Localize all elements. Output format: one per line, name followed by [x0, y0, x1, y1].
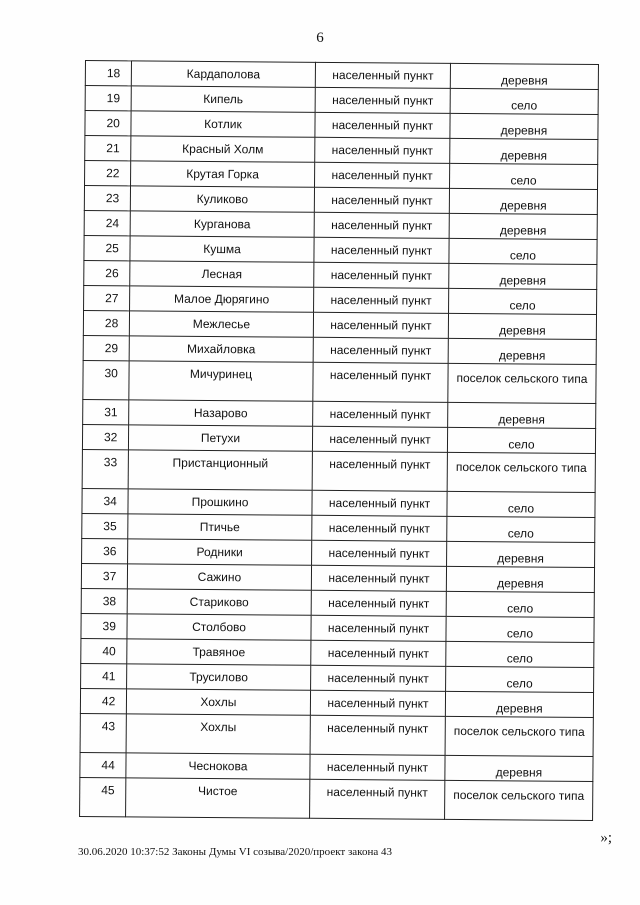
settlement-kind: населенный пункт — [326, 784, 428, 800]
row-number: 39 — [102, 619, 116, 634]
settlement-name-cell — [127, 639, 311, 665]
settlement-kind-cell — [310, 715, 445, 755]
table-row — [83, 360, 596, 403]
settlement-type-cell — [445, 755, 593, 781]
settlement-type: деревня — [498, 348, 546, 363]
settlement-kind-cell — [312, 490, 447, 516]
row-number-cell — [85, 136, 131, 161]
settlement-name-cell — [128, 489, 312, 515]
settlement-kind-cell — [311, 615, 446, 641]
settlement-kind-cell — [314, 237, 449, 263]
row-number: 41 — [102, 669, 116, 684]
row-number: 23 — [105, 191, 120, 206]
row-number-cell — [85, 86, 131, 111]
settlement-type: поселок сельского типа — [453, 787, 585, 803]
row-number: 25 — [105, 241, 119, 256]
settlement-name-cell — [130, 236, 314, 262]
row-number-cell — [81, 663, 127, 688]
row-number-cell — [83, 360, 129, 399]
settlement-type-cell — [446, 641, 594, 667]
settlement-type: деревня — [497, 551, 544, 566]
settlement-type: село — [508, 437, 535, 452]
settlement-type: поселок сельского типа — [455, 459, 587, 475]
row-number-cell — [80, 713, 126, 752]
row-number: 26 — [105, 266, 119, 281]
row-number-cell — [84, 260, 130, 285]
row-number-cell — [83, 310, 129, 335]
settlement-kind-cell — [313, 401, 448, 427]
row-number: 21 — [106, 141, 120, 156]
settlement-type: деревня — [500, 123, 548, 138]
settlement-name-cell — [128, 450, 312, 490]
settlement-type: село — [509, 298, 536, 313]
settlement-type: село — [510, 173, 537, 188]
settlements-table — [79, 60, 599, 821]
row-number: 35 — [103, 519, 117, 534]
row-number: 20 — [106, 116, 120, 131]
settlement-type: село — [511, 98, 538, 113]
settlement-kind: населенный пункт — [330, 342, 432, 358]
table-row — [80, 713, 593, 756]
row-number: 42 — [101, 694, 116, 709]
settlement-kind-cell — [314, 187, 449, 213]
settlement-type-cell — [447, 427, 595, 453]
settlement-kind-cell — [315, 87, 450, 113]
row-number-cell — [83, 399, 129, 424]
row-number-cell — [82, 488, 128, 513]
row-number-cell — [80, 752, 126, 777]
footer-note: 30.06.2020 10:37:52 Законы Думы VI созыва/2020/проект закона 43 — [78, 846, 392, 858]
settlement-kind-cell — [312, 426, 447, 452]
settlement-name: Лесная — [201, 266, 243, 282]
row-number: 34 — [103, 494, 117, 509]
settlement-kind: населенный пункт — [326, 759, 429, 775]
settlement-kind-cell — [313, 337, 448, 363]
settlement-name: Столбово — [192, 619, 247, 635]
row-number-cell — [80, 777, 126, 816]
settlement-type: деревня — [499, 323, 546, 338]
settlement-name-cell — [129, 361, 313, 401]
row-number-cell — [84, 285, 130, 310]
settlement-name-cell — [128, 514, 312, 540]
settlement-kind-cell — [315, 62, 450, 88]
settlement-name: Малое Дюрягино — [173, 291, 270, 307]
settlement-kind-cell — [315, 162, 450, 188]
row-number: 33 — [103, 455, 118, 470]
settlement-name-cell — [127, 589, 311, 615]
settlement-name: Красный Холм — [182, 141, 264, 157]
settlement-kind: населенный пункт — [330, 267, 432, 283]
settlement-kind-cell — [310, 690, 445, 716]
settlement-kind: населенный пункт — [331, 117, 434, 133]
settlement-kind: населенный пункт — [331, 217, 433, 233]
settlement-kind-cell — [313, 362, 448, 402]
settlement-name-cell — [126, 714, 310, 754]
settlement-type-cell — [446, 591, 594, 617]
settlement-type: село — [506, 676, 533, 691]
settlement-name-cell — [130, 286, 314, 312]
settlement-name: Крутая Горка — [186, 166, 259, 182]
settlement-type-cell — [448, 313, 596, 339]
settlement-kind-cell — [311, 640, 446, 666]
settlement-type: деревня — [495, 765, 543, 780]
settlement-kind: населенный пункт — [328, 520, 430, 536]
settlement-type-cell — [448, 402, 596, 428]
settlement-kind-cell — [313, 312, 448, 338]
table-row — [82, 449, 595, 492]
settlement-type: село — [509, 248, 537, 263]
settlement-name-cell — [126, 778, 310, 818]
settlement-kind: населенный пункт — [328, 595, 430, 611]
row-number: 24 — [105, 216, 120, 231]
row-number: 38 — [102, 594, 117, 609]
settlement-kind-cell — [311, 665, 446, 691]
settlement-kind: населенный пункт — [327, 645, 429, 661]
settlement-name: Котлик — [204, 116, 242, 132]
settlement-kind-cell — [311, 565, 446, 591]
settlement-name-cell — [130, 211, 314, 237]
settlement-kind: населенный пункт — [331, 192, 433, 208]
settlement-type-cell — [449, 188, 597, 214]
settlement-type-cell — [448, 363, 596, 403]
settlement-name: Чистое — [197, 783, 238, 799]
settlement-name-cell — [126, 689, 310, 715]
settlement-type-cell — [445, 691, 593, 717]
settlement-type: деревня — [500, 198, 547, 213]
row-number: 22 — [106, 166, 120, 181]
settlement-name: Хохлы — [200, 694, 237, 710]
settlement-kind: населенный пункт — [332, 67, 434, 83]
settlement-name: Пристанционный — [172, 455, 269, 471]
row-number-cell — [81, 563, 127, 588]
settlement-kind-cell — [312, 515, 447, 541]
settlement-name-cell — [130, 186, 314, 212]
settlement-kind: населенный пункт — [329, 456, 431, 472]
settlement-kind-cell — [312, 540, 447, 566]
row-number-cell — [83, 335, 129, 360]
row-number: 44 — [101, 758, 115, 773]
settlement-name: Мичуринец — [189, 366, 253, 382]
row-number: 36 — [103, 544, 117, 559]
settlement-type-cell — [450, 163, 598, 189]
row-number-cell — [84, 235, 130, 260]
row-number: 31 — [104, 405, 118, 420]
settlement-name-cell — [131, 161, 315, 187]
settlement-name: Прошкино — [191, 494, 249, 510]
settlement-type-cell — [446, 566, 594, 592]
row-number-cell — [85, 61, 131, 86]
settlement-name-cell — [131, 61, 315, 87]
settlement-kind: населенный пункт — [327, 695, 429, 711]
row-number-cell — [82, 538, 128, 563]
settlement-name-cell — [129, 311, 313, 337]
settlement-type: деревня — [496, 701, 543, 716]
settlement-kind: населенный пункт — [329, 406, 431, 422]
row-number: 28 — [104, 316, 119, 331]
row-number: 32 — [103, 430, 118, 445]
settlement-kind-cell — [314, 212, 449, 238]
settlement-type-cell — [445, 780, 593, 820]
settlement-type: деревня — [498, 412, 546, 427]
settlement-type-cell — [445, 716, 593, 756]
settlement-name: Куликово — [196, 191, 249, 207]
settlement-kind: населенный пункт — [332, 92, 434, 108]
row-number-cell — [81, 588, 127, 613]
settlement-kind-cell — [315, 137, 450, 163]
settlement-name: Сажино — [197, 569, 242, 585]
row-number: 37 — [102, 569, 117, 584]
settlement-type-cell — [449, 213, 597, 239]
settlement-name-cell — [127, 564, 311, 590]
settlement-kind-cell — [314, 262, 449, 288]
settlement-type: деревня — [501, 73, 548, 88]
settlement-name: Чеснокова — [188, 758, 248, 774]
settlement-name: Птичье — [199, 519, 240, 535]
settlement-type-cell — [450, 138, 598, 164]
settlement-name: Назарово — [193, 405, 248, 421]
row-number-cell — [81, 613, 127, 638]
settlement-name-cell — [131, 86, 315, 112]
settlement-name: Кардаполова — [186, 66, 261, 82]
settlement-type-cell — [450, 63, 598, 89]
settlement-kind: населенный пункт — [330, 242, 433, 258]
settlement-name: Родники — [196, 544, 243, 560]
settlement-type: село — [506, 626, 534, 641]
settlement-type: село — [507, 601, 534, 616]
closing-quote: »; — [600, 830, 612, 846]
settlement-type: деревня — [499, 273, 547, 288]
settlement-name: Курганова — [193, 216, 251, 232]
settlement-kind: населенный пункт — [328, 570, 430, 586]
row-number-cell — [82, 424, 128, 449]
page-number: 6 — [316, 30, 324, 46]
settlement-name-cell — [128, 425, 312, 451]
settlement-type-cell — [446, 616, 594, 642]
settlement-name-cell — [129, 336, 313, 362]
row-number-cell — [80, 688, 126, 713]
settlement-name-cell — [131, 136, 315, 162]
settlement-name-cell — [128, 539, 312, 565]
table-row — [80, 777, 593, 820]
row-number-cell — [82, 513, 128, 538]
settlement-name-cell — [127, 664, 311, 690]
settlement-kind-cell — [310, 754, 445, 780]
settlement-type-cell — [448, 338, 596, 364]
settlement-type: поселок сельского типа — [453, 723, 585, 739]
settlement-name: Кушма — [203, 241, 241, 257]
settlement-type-cell — [450, 88, 598, 114]
row-number: 18 — [106, 66, 121, 81]
settlement-kind: населенный пункт — [331, 142, 433, 158]
settlement-kind-cell — [312, 451, 447, 491]
settlement-name: Трусилово — [189, 669, 248, 685]
settlement-name: Хохлы — [200, 719, 237, 735]
settlement-name-cell — [126, 753, 310, 779]
settlement-name: Михайловка — [187, 341, 256, 357]
settlement-type: деревня — [500, 148, 548, 163]
row-number-cell — [85, 161, 131, 186]
settlement-type-cell — [447, 491, 595, 517]
row-number: 40 — [102, 644, 116, 659]
settlement-name: Травяное — [192, 644, 246, 660]
settlement-type-cell — [447, 516, 595, 542]
settlement-type-cell — [449, 263, 597, 289]
settlement-type: деревня — [499, 223, 547, 238]
row-number: 45 — [101, 783, 115, 798]
settlement-name: Кипель — [203, 91, 244, 107]
settlement-kind: населенный пункт — [330, 317, 432, 333]
row-number: 19 — [106, 91, 121, 106]
settlement-kind: населенный пункт — [331, 167, 433, 183]
row-number-cell — [84, 186, 130, 211]
settlement-type: поселок сельского типа — [456, 370, 588, 386]
settlement-type-cell — [447, 452, 595, 492]
settlement-kind: населенный пункт — [327, 620, 430, 636]
row-number-cell — [85, 111, 131, 136]
settlement-kind: населенный пункт — [329, 431, 431, 447]
settlement-name-cell — [130, 261, 314, 287]
row-number: 43 — [101, 719, 116, 734]
settlement-type-cell — [449, 238, 597, 264]
settlement-name: Стариково — [189, 594, 249, 610]
row-number-cell — [82, 449, 128, 488]
settlement-type-cell — [450, 113, 598, 139]
settlement-name-cell — [127, 614, 311, 640]
settlement-kind: населенный пункт — [328, 495, 431, 511]
settlement-name-cell — [131, 111, 315, 137]
settlement-name: Межлесье — [192, 316, 251, 332]
settlement-kind: населенный пункт — [330, 292, 432, 308]
settlement-kind-cell — [311, 590, 446, 616]
settlement-name-cell — [129, 400, 313, 426]
settlements-table-body — [80, 61, 599, 821]
row-number: 29 — [104, 341, 119, 356]
settlement-type-cell — [449, 288, 597, 314]
settlement-kind: населенный пункт — [327, 670, 429, 686]
row-number: 30 — [104, 366, 118, 381]
settlement-type: деревня — [497, 576, 544, 591]
settlement-type-cell — [446, 666, 594, 692]
settlement-kind: населенный пункт — [327, 720, 429, 736]
settlement-kind: населенный пункт — [329, 367, 432, 383]
settlement-kind-cell — [314, 287, 449, 313]
row-number-cell — [84, 210, 130, 235]
settlement-kind: населенный пункт — [328, 545, 430, 561]
settlement-type: село — [507, 501, 535, 516]
row-number-cell — [81, 638, 127, 663]
row-number: 27 — [105, 291, 119, 306]
settlement-kind-cell — [315, 112, 450, 138]
settlement-name: Петухи — [200, 430, 241, 446]
settlement-type: село — [507, 526, 534, 541]
settlement-kind-cell — [310, 779, 445, 819]
settlement-type: село — [506, 651, 533, 666]
settlement-type-cell — [447, 541, 595, 567]
